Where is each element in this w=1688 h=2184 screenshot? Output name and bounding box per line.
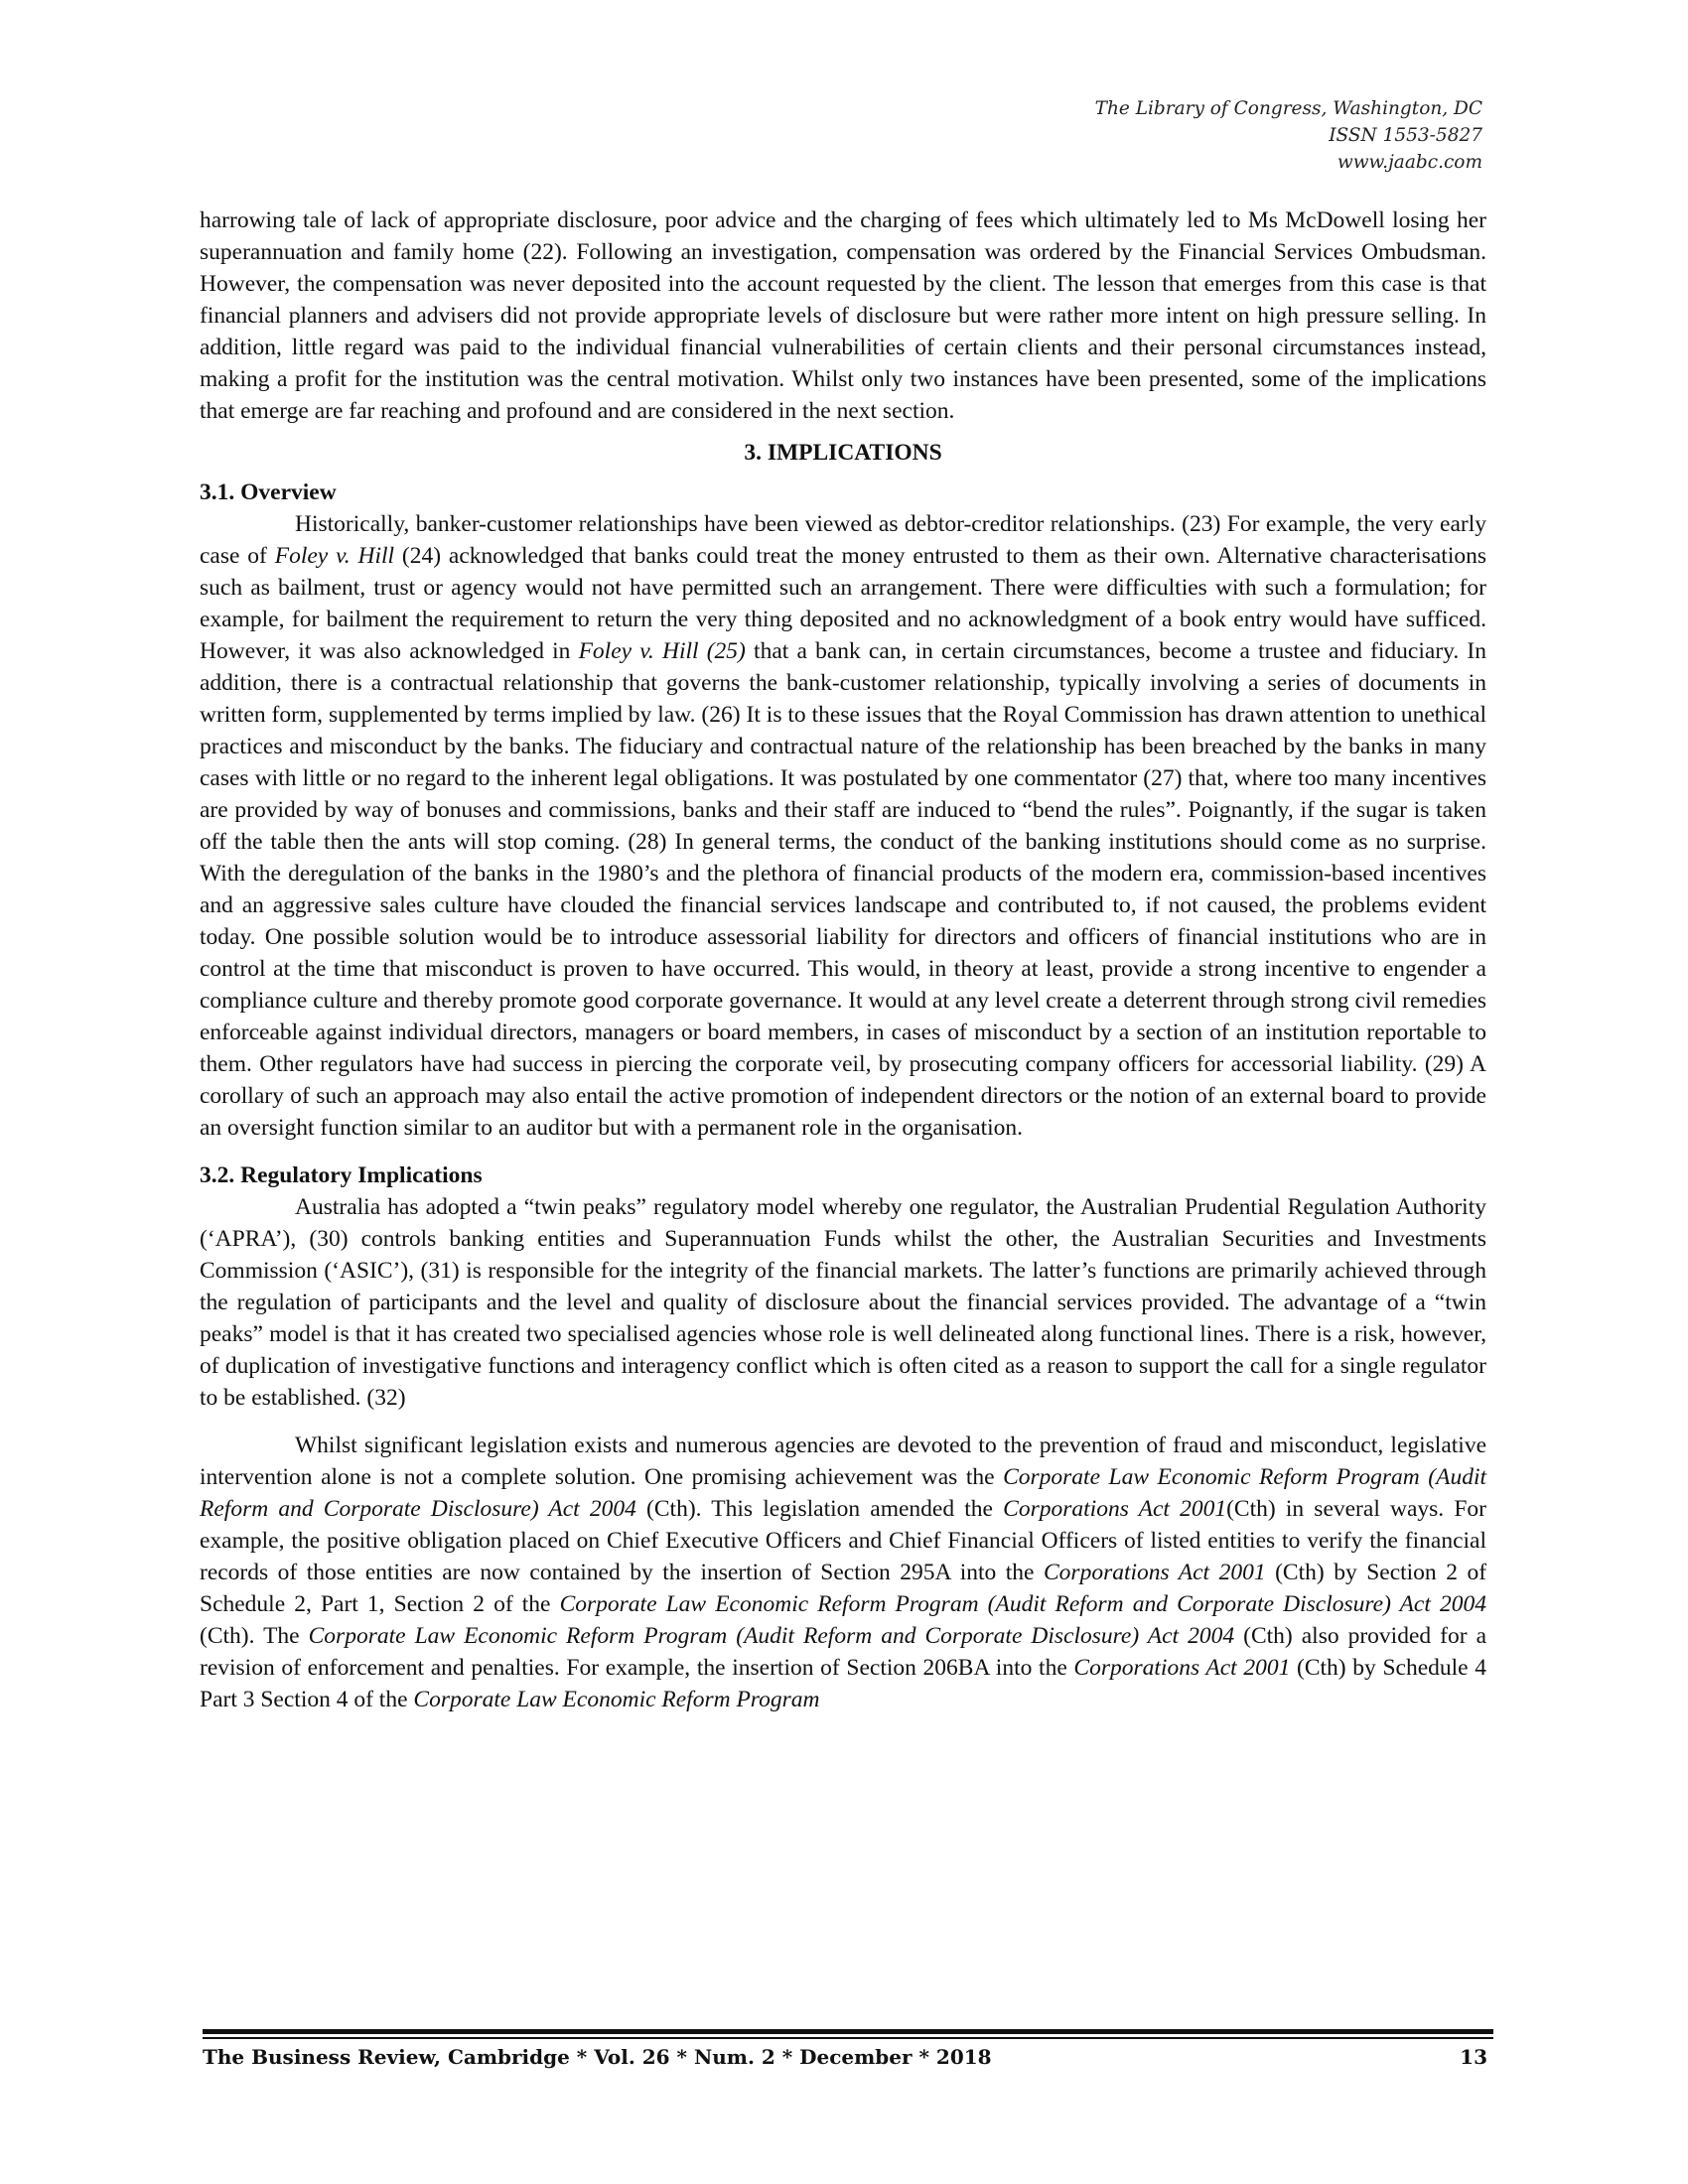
subsection-heading-overview: 3.1. Overview [200,479,337,505]
text-span: (Cth). This legislation amended the [635,1496,1004,1522]
text-span: (Cth) in several ways. For example, the positive obligation placed on Chief Executive Officers and Chief Financial Officers of listed entities to verify the financial records of those entities are now contained by the insertion of Section 295A into the [200,1496,1487,1585]
header-website[interactable]: www.jaabc.com [1336,152,1482,173]
overview-paragraph [200,508,1486,1144]
act-title: Corporate Law Economic Reform Program [413,1687,820,1712]
text-span: (24) acknowledged that banks could treat the money entrusted to them as their own. Alternative characterisations such as bailment, trust or agency would not have permitted such an arrangement. There were difficulties with such a formulation; for example, for bailment the requirement to return the very thing deposited and no acknowledgment of a book entry would have sufficed. However, it was also acknowledged in [200,543,1486,664]
act-title: Corporations Act 2001 [1044,1560,1266,1585]
text-span: (Cth) by Section 2 of Schedule 2, Part 1, Section 2 of the [200,1560,1487,1617]
spacer [200,1144,1486,1160]
text-span: (Cth). The [200,1623,309,1649]
header-publisher: The Library of Congress, Washington, DC [1094,98,1482,119]
spacer [200,1414,1486,1430]
intro-paragraph: harrowing tale of lack of appropriate disclosure, poor advice and the charging of fees which ultimately led to Ms McDowell losing her superannuation and family home (22). Following an investigation, compensation was ordered by the Financial Services Ombudsman. However, the compensation was never deposited into the account requested by the client. The lesson that emerges from this case is that financial planners and advisers did not provide appropriate levels of disclosure but were rather more intent on high pressure selling. In addition, little regard was paid to the individual financial vulnerabilities of certain clients and their personal circumstances instead, making a profit for the institution was the central motivation. Whilst only two instances have been presented, some of the implications that emerge are far reaching and profound and are considered in the next section. [200,207,1486,424]
act-title: Corporations Act 2001 [1073,1655,1291,1681]
case-citation: Foley v. Hill (25) [578,638,746,664]
text-span: (Cth) by Schedule 4 Part 3 Section 4 of the [200,1655,1487,1712]
subsection-heading-regulatory: 3.2. Regulatory Implications [200,1162,483,1188]
act-title: Corporations Act 2001 [1003,1496,1227,1522]
text-span: Historically, banker-customer relationships have been viewed as debtor-creditor relationships. (23) For example, the very early case of [200,511,1486,569]
journal-header [1095,95,1482,176]
header-issn: ISSN 1553-5827 [1329,125,1482,146]
footer-journal-info: The Business Review, Cambridge * Vol. 26 * Num. 2 * December * 2018 [203,2045,992,2069]
act-title: Corporate Law Economic Reform Program (Audit Reform and Corporate Disclosure) Act 2004 [200,1464,1486,1522]
case-citation: Foley v. Hill [274,543,395,569]
regulatory-paragraph-2 [200,1430,1486,1715]
footer-rule-thin [203,2037,1493,2039]
text-span: that a bank can, in certain circumstances, become a trustee and fiduciary. In addition, there is a contractual relationship that governs the bank-customer relationship, typically involving a series of documents in written form, supplemented by terms implied by law. (26) It is to these issues that the Royal Commission has drawn attention to unethical practices and misconduct by the banks. The fiduciary and contractual nature of the relationship has been breached by the banks in many cases with little or no regard to the inherent legal obligations. It was postulated by one commentator (27) that, where too many incentives are provided by way of bonuses and commissions, banks and their staff are induced to “bend the rules”. Poignantly, if the sugar is taken off the table then the ants will stop coming. (28) In general terms, the conduct of the banking institutions should come as no surprise. With the deregulation of the banks in the 1980’s and the plethora of financial products of the modern era, commission-based incentives and an aggressive sales culture have clouded the financial services landscape and contributed to, if not caused, the problems evident today. One possible solution would be to introduce assessorial liability for directors and officers of financial institutions who are in control at the time that misconduct is proven to have occurred. This would, in theory at least, provide a strong incentive to engender a compliance culture and thereby promote good corporate governance. It would at any level create a deterrent through strong civil remedies enforceable against individual directors, managers or board members, in cases of misconduct by a section of an institution reportable to them. Other regulators have had success in piercing the corporate veil, by prosecuting company officers for accessorial liability. (29) A corollary of such an approach may also entail the active promotion of independent directors or the notion of an external board to provide an oversight function similar to an auditor but with a permanent role in the organisation. [200,638,1486,1141]
page-number: 13 [1460,2045,1487,2069]
text-span: Whilst significant legislation exists and numerous agencies are devoted to the prevention of fraud and misconduct, legislative intervention alone is not a complete solution. One promising achievement was the [200,1433,1486,1490]
act-title: Corporate Law Economic Reform Program (Audit Reform and Corporate Disclosure) Act 2004 [308,1623,1235,1649]
footer-rule-thick [203,2029,1493,2034]
text-span: (Cth) also provided for a revision of enforcement and penalties. For example, the insertion of Section 206BA into the [200,1623,1487,1681]
regulatory-paragraph-1: Australia has adopted a “twin peaks” regulatory model whereby one regulator, the Australian Prudential Regulation Authority (‘APRA’), (30) controls banking entities and Superannuation Funds whilst the other, the Australian Securities and Investments Commission (‘ASIC’), (31) is responsible for the integrity of the financial markets. The latter’s functions are primarily achieved through the regulation of participants and the level and quality of disclosure about the financial services provided. The advantage of a “twin peaks” model is that it has created two specialised agencies whose role is well delineated along functional lines. There is a risk, however, of duplication of investigative functions and interagency conflict which is often cited as a reason to support the call for a single regulator to be established. (32) [200,1194,1486,1411]
section-heading: 3. IMPLICATIONS [744,440,942,466]
act-title: Corporate Law Economic Reform Program (Audit Reform and Corporate Disclosure) Act 2004 [559,1591,1486,1617]
article-body [200,205,1486,1715]
